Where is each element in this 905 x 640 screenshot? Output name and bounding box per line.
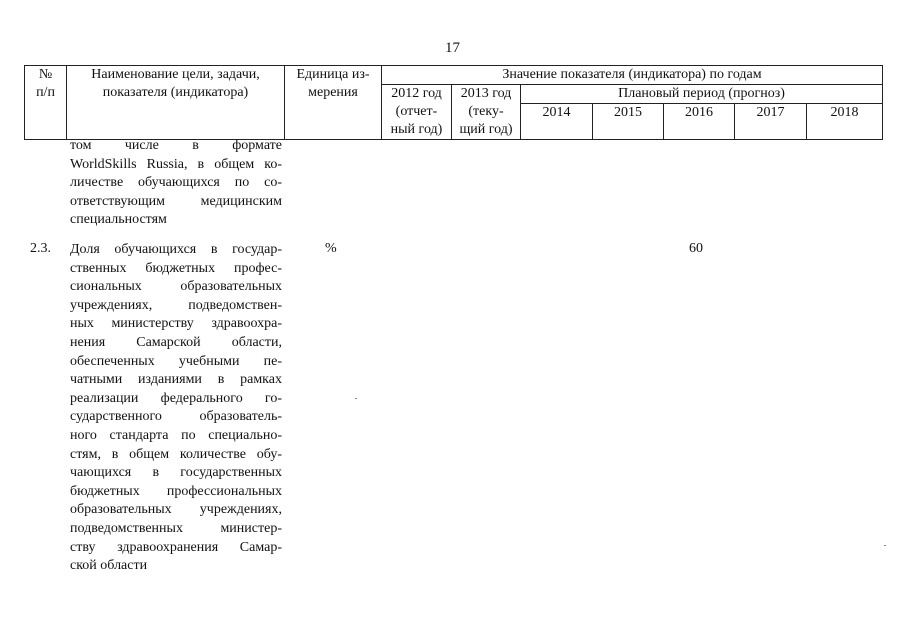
row-indicator-name: Доля обучающихся в государ- ственных бюджетных профес- сиональных образовательных учреждениях, подведомствен- ных министерству здравоохра- нения Самарской области, обеспеченных учебными пе- чатными изданиями в рамках реализации федерального го- сударственного образователь- ного стандарта по специально- стям, в общем количестве обу- чающихся в государственных бюджетных профессиональных образовательных учреждениях, подведомственных министер- ству здравоохранения Самар- ской области xyxy=(70,242,282,574)
row-number: 2.3. xyxy=(30,241,51,256)
col-year-2014: 2014 xyxy=(521,104,593,140)
row-unit: % xyxy=(325,241,337,256)
col-values-header: Значение показателя (индикатора) по годам xyxy=(382,66,883,85)
scan-speck xyxy=(355,398,357,399)
col-year-2017: 2017 xyxy=(735,104,807,140)
col-2012-header: 2012 год (отчет- ный год) xyxy=(382,85,452,140)
row-value-2016: 60 xyxy=(689,241,703,256)
col-unit-header: Единица из- мерения xyxy=(285,66,382,140)
page-number: 17 xyxy=(445,40,460,56)
indicator-table-header xyxy=(24,65,883,140)
col-plan-header: Плановый период (прогноз) xyxy=(521,85,883,104)
col-2013-header: 2013 год (теку- щий год) xyxy=(452,85,521,140)
col-year-2015: 2015 xyxy=(593,104,664,140)
col-year-2018: 2018 xyxy=(807,104,883,140)
col-name-header: Наименование цели, задачи, показателя (индикатора) xyxy=(67,66,285,140)
scan-speck xyxy=(884,545,886,546)
col-number-header: № п/п xyxy=(25,66,67,140)
row-continuation-name: том числе в формате WorldSkills Russia, в общем ко- личестве обучающихся по со- ответствующим медицинским специальностям xyxy=(70,138,282,228)
col-year-2016: 2016 xyxy=(664,104,735,140)
